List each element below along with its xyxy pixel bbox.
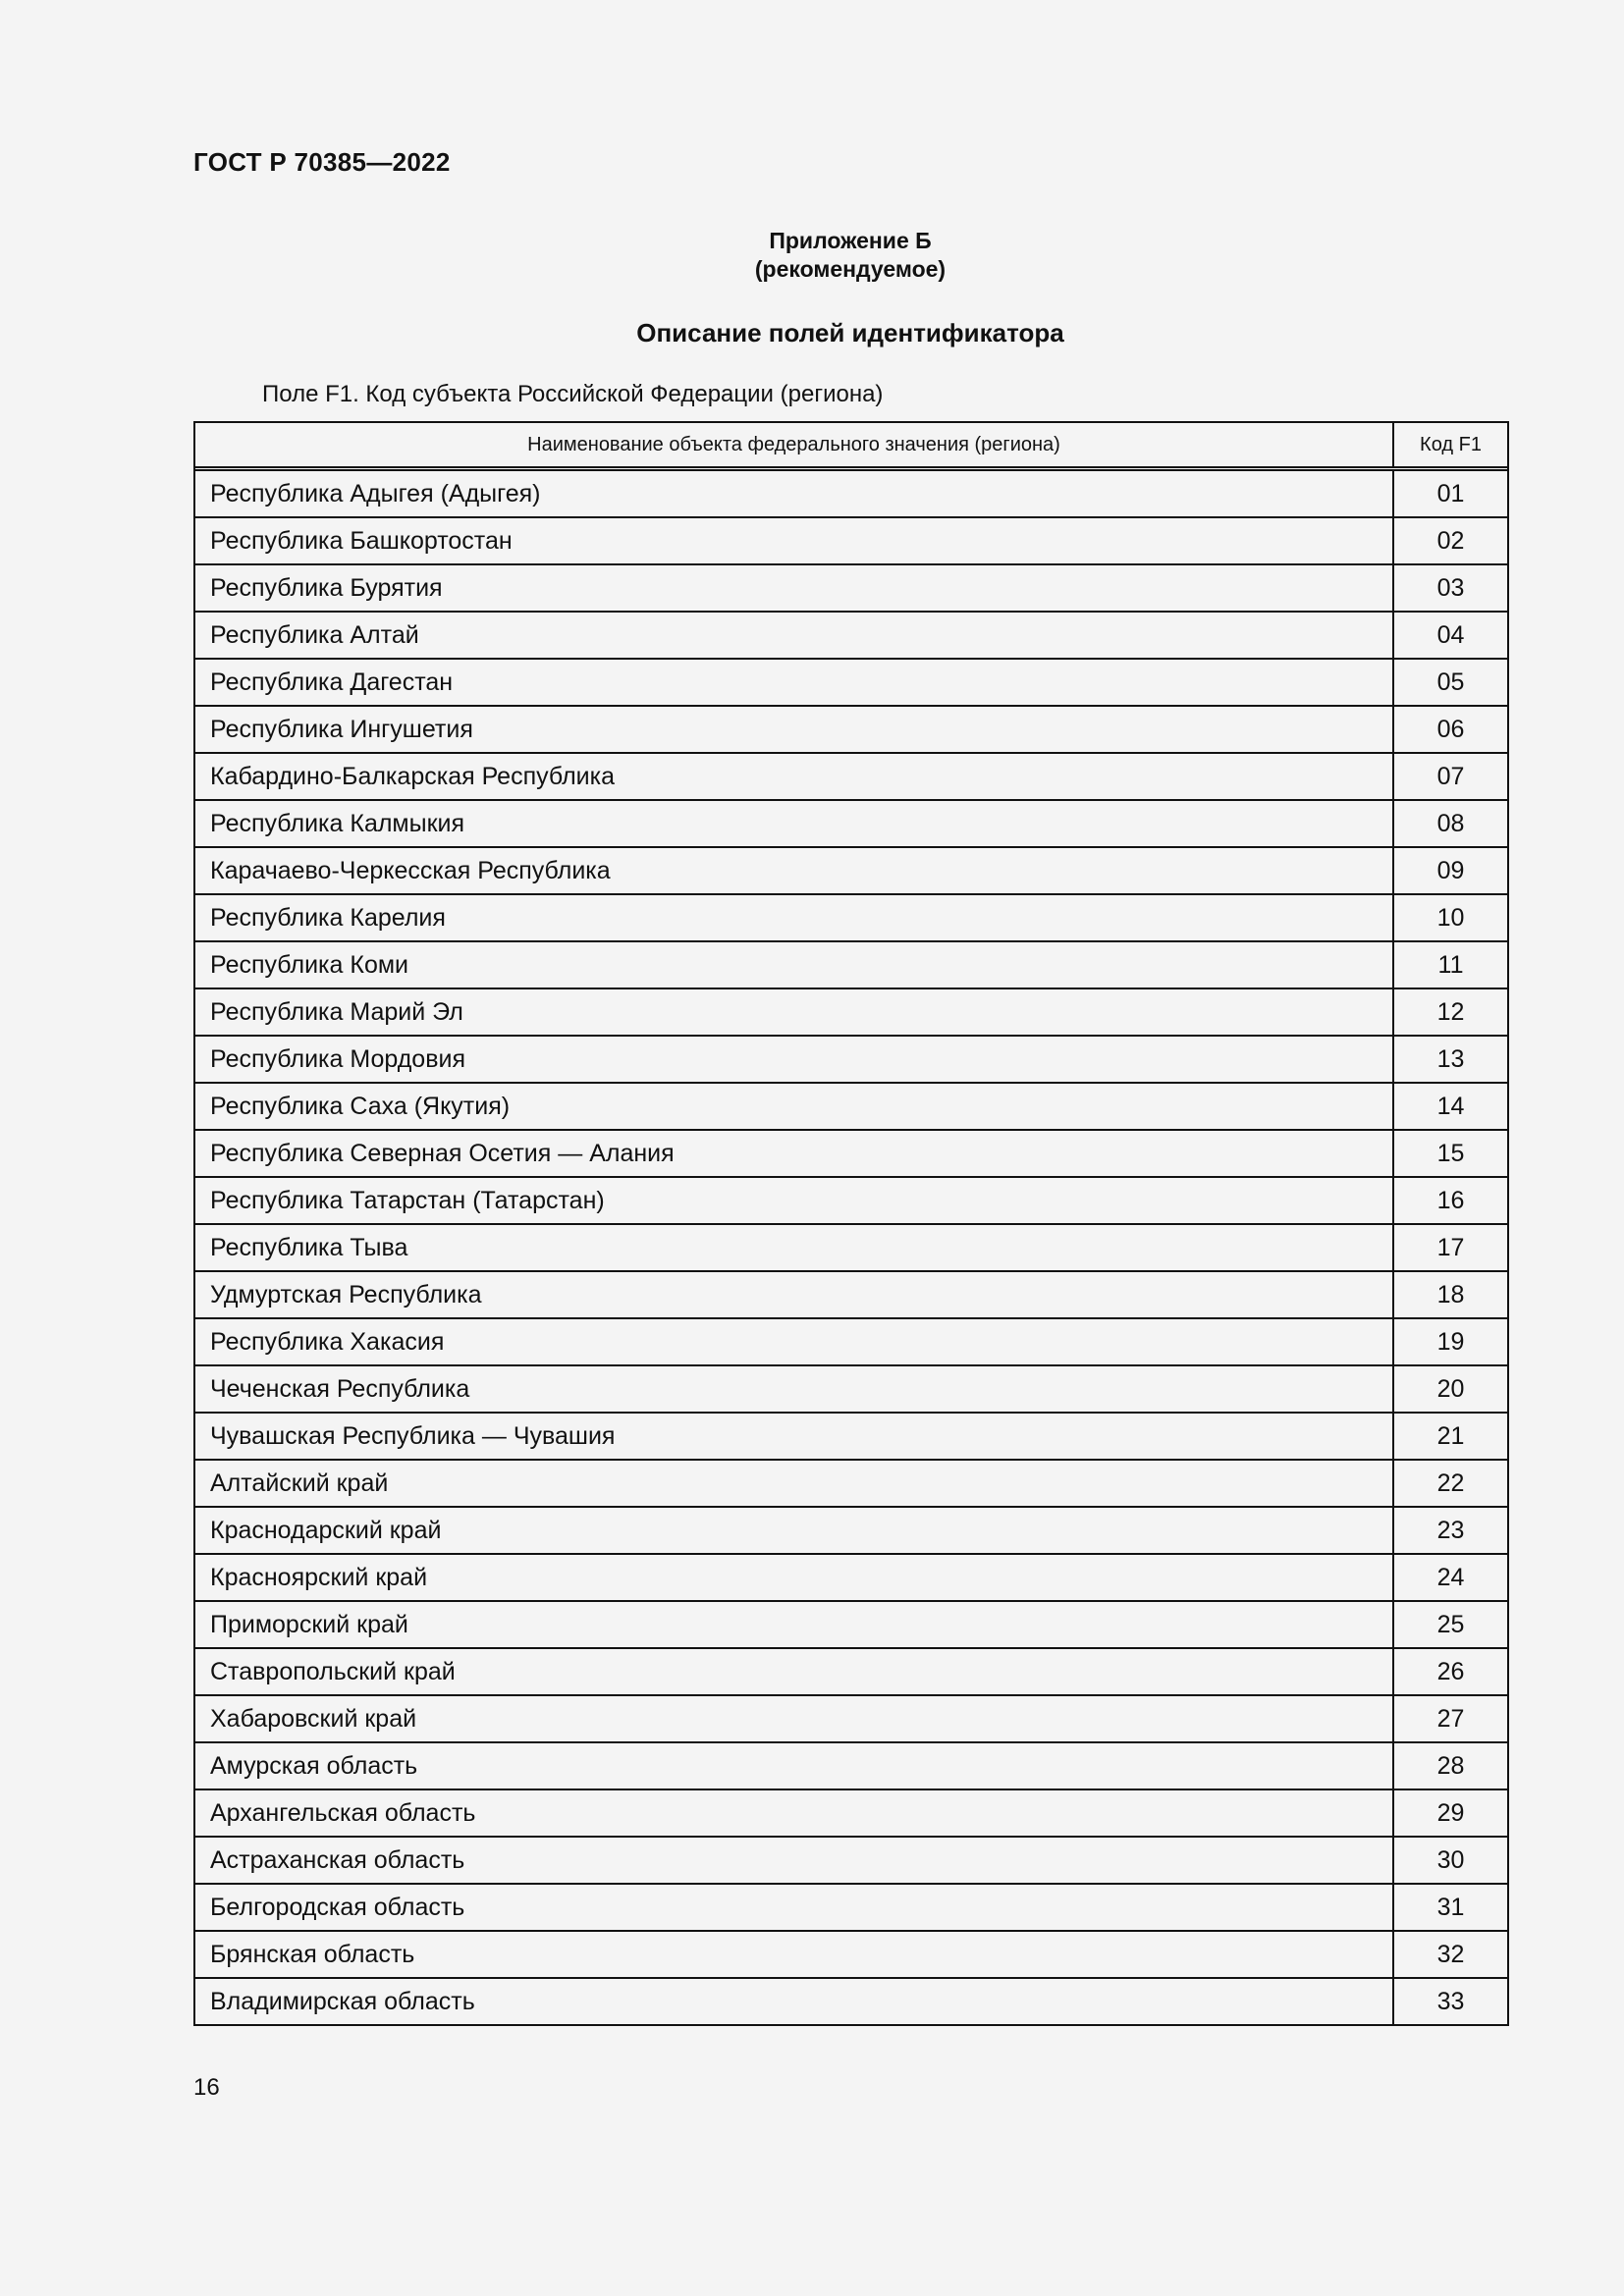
region-code-cell: 32 — [1393, 1931, 1507, 1978]
document-code: ГОСТ Р 70385—2022 — [193, 147, 451, 177]
region-code-cell: 07 — [1393, 753, 1507, 800]
region-name-cell: Республика Саха (Якутия) — [195, 1083, 1393, 1130]
region-name-cell: Республика Дагестан — [195, 659, 1393, 706]
region-code-cell: 06 — [1393, 706, 1507, 753]
region-code-cell: 01 — [1436, 479, 1465, 507]
table-row — [195, 1271, 1507, 1318]
table-body — [195, 469, 1507, 2025]
region-name-cell: Хабаровский край — [195, 1695, 1393, 1742]
table-row — [195, 1837, 1507, 1884]
table-row — [195, 1318, 1507, 1365]
page-number: 16 — [193, 2074, 220, 2101]
table-header-row — [195, 423, 1507, 469]
region-code-cell: 08 — [1393, 800, 1507, 847]
region-name-cell: Брянская область — [195, 1931, 1393, 1978]
annex-status: (рекомендуемое) — [754, 256, 947, 282]
region-code-cell: 10 — [1393, 894, 1507, 941]
field-caption: Поле F1. Код субъекта Российской Федерации (региона) — [262, 381, 884, 407]
region-code-cell: 31 — [1393, 1884, 1507, 1931]
header-region-name: Наименование объекта федерального значения (региона) — [195, 423, 1393, 469]
region-code-cell: 23 — [1393, 1507, 1507, 1554]
region-code-cell: 28 — [1393, 1742, 1507, 1789]
region-name-cell: Краснодарский край — [195, 1507, 1393, 1554]
table-row — [195, 1742, 1507, 1789]
region-name-cell: Республика Калмыкия — [195, 800, 1393, 847]
table-row — [195, 706, 1507, 753]
region-name-cell: Республика Хакасия — [195, 1318, 1393, 1365]
region-code-cell: 29 — [1393, 1789, 1507, 1837]
table-row — [195, 1460, 1507, 1507]
table-row — [195, 1884, 1507, 1931]
table-row — [195, 847, 1507, 894]
table-row — [195, 1978, 1507, 2024]
region-code-cell: 19 — [1393, 1318, 1507, 1365]
table-row — [195, 1177, 1507, 1224]
table-row — [195, 612, 1507, 659]
table-row — [195, 564, 1507, 612]
region-name-cell: Приморский край — [195, 1601, 1393, 1648]
region-name-cell: Республика Тыва — [195, 1224, 1393, 1271]
table-row — [195, 894, 1507, 941]
region-name-cell: Республика Коми — [195, 941, 1393, 988]
region-code-table — [193, 421, 1509, 2026]
table-row — [195, 1648, 1507, 1695]
region-name-cell: Республика Северная Осетия — Алания — [195, 1130, 1393, 1177]
region-name-cell: Ставропольский край — [195, 1648, 1393, 1695]
table-row — [195, 517, 1507, 564]
region-code-cell: 16 — [1393, 1177, 1507, 1224]
region-name-cell: Красноярский край — [195, 1554, 1393, 1601]
region-code-cell: 09 — [1393, 847, 1507, 894]
region-name-cell: Республика Бурятия — [195, 564, 1393, 612]
table-row — [195, 1083, 1507, 1130]
region-code-cell: 30 — [1393, 1837, 1507, 1884]
region-code-cell: 24 — [1393, 1554, 1507, 1601]
region-code-cell: 17 — [1393, 1224, 1507, 1271]
table-row — [195, 1554, 1507, 1601]
region-code-cell: 14 — [1393, 1083, 1507, 1130]
table-row — [195, 988, 1507, 1036]
region-code-cell: 27 — [1393, 1695, 1507, 1742]
region-name-cell: Владимирская область — [195, 1978, 1393, 2024]
region-name-cell: Астраханская область — [195, 1837, 1393, 1884]
table-row — [195, 659, 1507, 706]
table-row — [195, 1130, 1507, 1177]
table-row — [195, 1601, 1507, 1648]
region-code-cell: 33 — [1393, 1978, 1507, 2024]
region-code-cell: 22 — [1393, 1460, 1507, 1507]
table-row — [195, 469, 1507, 518]
annex-title: Приложение Б — [769, 228, 932, 253]
region-name-cell: Кабардино-Балкарская Республика — [195, 753, 1393, 800]
table-row — [195, 753, 1507, 800]
region-name-cell: Республика Карелия — [195, 894, 1393, 941]
table-row — [195, 1695, 1507, 1742]
region-code-cell: 15 — [1393, 1130, 1507, 1177]
region-code-cell: 13 — [1393, 1036, 1507, 1083]
region-name-cell: Республика Башкортостан — [195, 517, 1393, 564]
region-name-cell: Республика Марий Эл — [195, 988, 1393, 1036]
region-name-cell: Архангельская область — [195, 1789, 1393, 1837]
region-code-cell: 04 — [1393, 612, 1507, 659]
section-title: Описание полей идентификатора — [636, 318, 1064, 347]
region-code-cell: 03 — [1393, 564, 1507, 612]
region-name-cell: Республика Алтай — [195, 612, 1393, 659]
region-code-cell: 11 — [1393, 941, 1507, 988]
region-name-cell: Карачаево-Черкесская Республика — [195, 847, 1393, 894]
region-name-cell: Республика Мордовия — [195, 1036, 1393, 1083]
region-code-cell: 18 — [1393, 1271, 1507, 1318]
region-name-cell: Алтайский край — [195, 1460, 1393, 1507]
region-name-cell: Белгородская область — [195, 1884, 1393, 1931]
region-code-cell: 20 — [1393, 1365, 1507, 1413]
region-code-cell: 02 — [1393, 517, 1507, 564]
table-row — [195, 1224, 1507, 1271]
region-name-cell: Республика Ингушетия — [195, 706, 1393, 753]
region-code-cell: 21 — [1393, 1413, 1507, 1460]
table-row — [195, 1507, 1507, 1554]
header-code-f1: Код F1 — [1393, 423, 1507, 469]
table-row — [195, 1789, 1507, 1837]
region-name-cell: Чеченская Республика — [195, 1365, 1393, 1413]
region-name-cell: Амурская область — [195, 1742, 1393, 1789]
region-code-cell: 12 — [1393, 988, 1507, 1036]
region-code-cell: 26 — [1393, 1648, 1507, 1695]
table-row — [195, 800, 1507, 847]
table-row — [195, 1931, 1507, 1978]
region-name-cell: Республика Адыгея (Адыгея) — [195, 469, 1393, 518]
region-name-cell: Чувашская Республика — Чувашия — [195, 1413, 1393, 1460]
table-row — [195, 1036, 1507, 1083]
region-code-cell: 05 — [1393, 659, 1507, 706]
region-name-cell: Удмуртская Республика — [195, 1271, 1393, 1318]
region-code-cell: 25 — [1393, 1601, 1507, 1648]
region-name-cell: Республика Татарстан (Татарстан) — [195, 1177, 1393, 1224]
table-row — [195, 1413, 1507, 1460]
table-row — [195, 941, 1507, 988]
table-row — [195, 1365, 1507, 1413]
